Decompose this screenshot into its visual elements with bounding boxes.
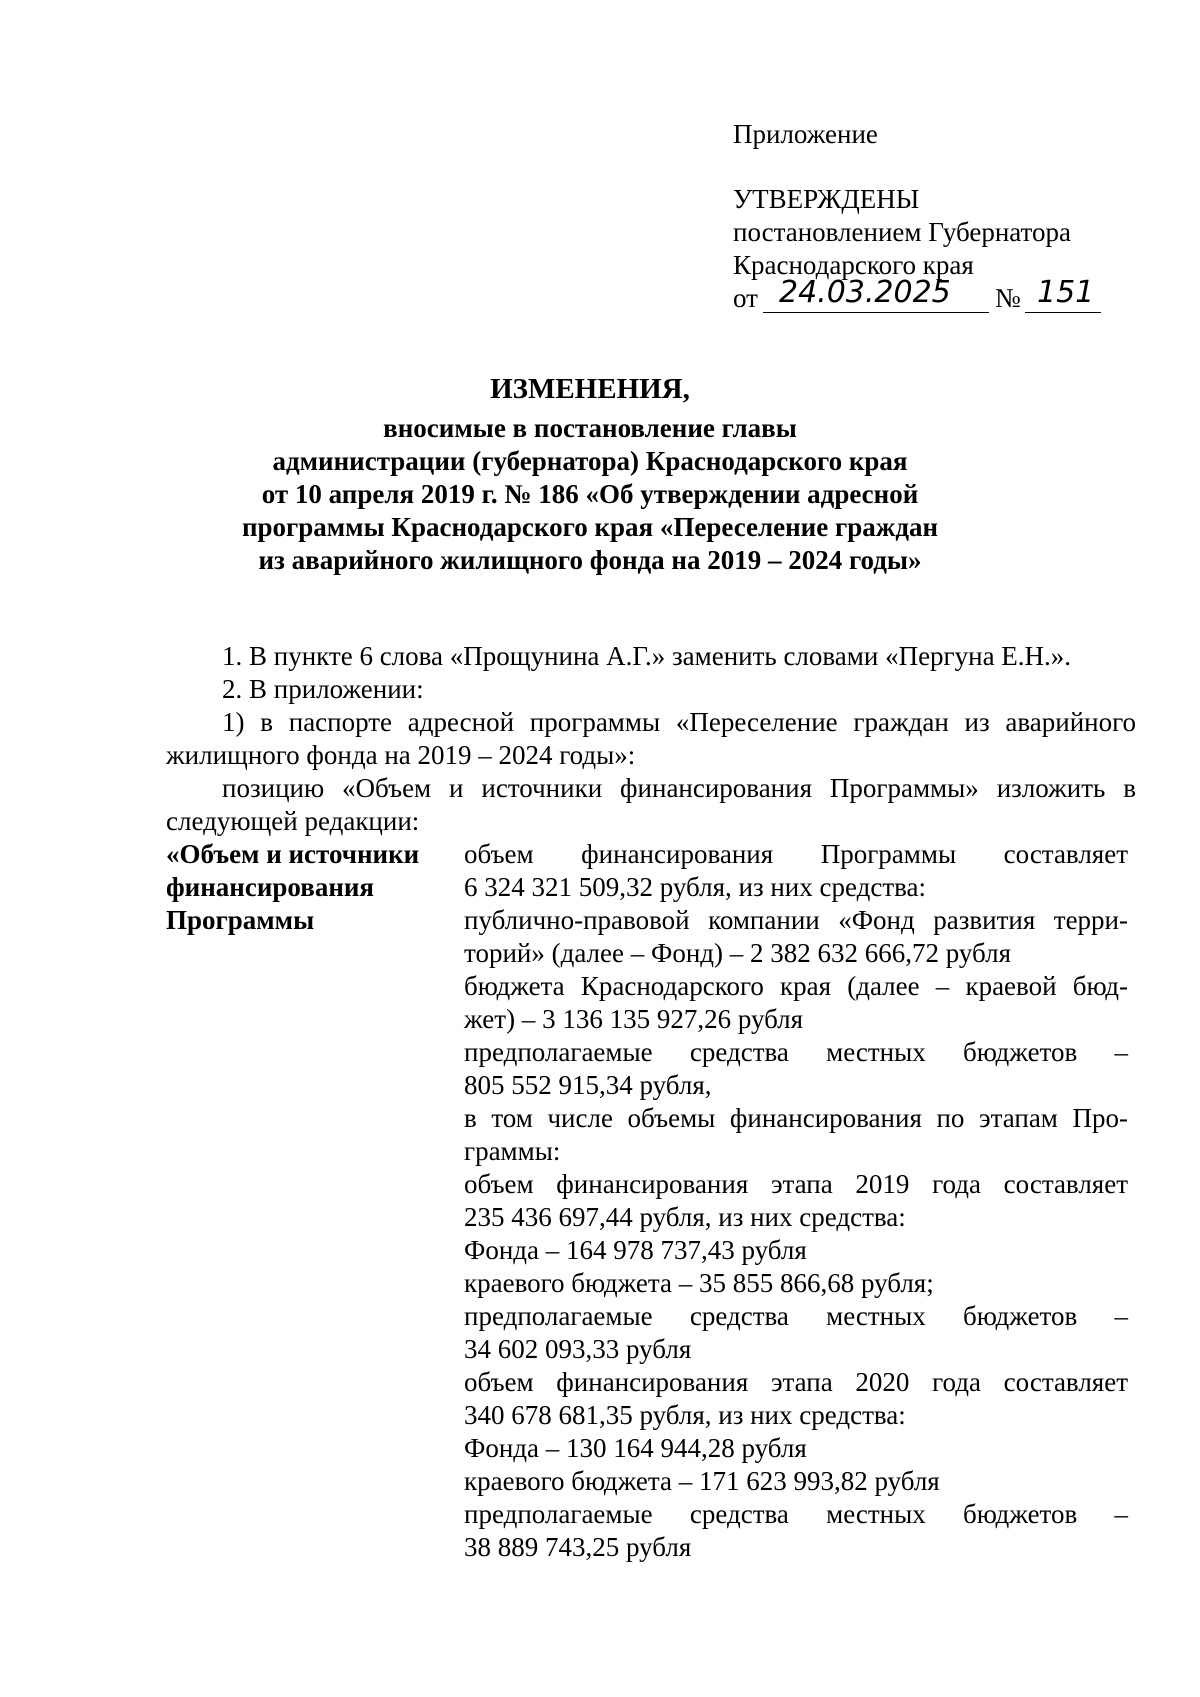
title-line-3: от 10 апреля 2019 г. № 186 «Об утверждении адресной bbox=[261, 479, 919, 509]
financing-line: 34 602 093,33 рубля bbox=[464, 1334, 692, 1364]
financing-line: торий» (далее – Фонд) – 2 382 632 666,72 рубля bbox=[464, 938, 1011, 968]
financing-line: предполагаемые средства местных бюджетов – bbox=[464, 1037, 1128, 1067]
title-line-2: администрации (губернатора) Краснодарского края bbox=[272, 446, 908, 476]
financing-line: краевого бюджета – 171 623 993,82 рубля bbox=[464, 1466, 940, 1496]
paragraph-2: 2. В приложении: bbox=[222, 674, 424, 704]
financing-label-line-1: «Объем и источники bbox=[166, 839, 420, 869]
financing-line: предполагаемые средства местных бюджетов – bbox=[464, 1301, 1128, 1331]
paragraph-4-line-1: позицию «Объем и источники финансирования Программы» изложить в bbox=[222, 773, 1136, 803]
financing-line: 235 436 697,44 рубля, из них средства: bbox=[464, 1202, 906, 1232]
financing-line: в том числе объемы финансирования по этапам Про- bbox=[464, 1103, 1128, 1133]
date-number-line bbox=[733, 275, 1133, 318]
financing-line: публично-правовой компании «Фонд развития терри- bbox=[464, 905, 1128, 935]
financing-label-line-2: финансирования bbox=[166, 872, 375, 902]
financing-line: объем финансирования этапа 2019 года составляет bbox=[464, 1169, 1128, 1199]
financing-line: краевого бюджета – 35 855 866,68 рубля; bbox=[464, 1268, 934, 1298]
date-prefix: от bbox=[733, 283, 758, 313]
number-underline bbox=[1025, 312, 1101, 313]
title-line-1: вносимые в постановление главы bbox=[383, 413, 797, 443]
date-value: 24.03.2025 bbox=[779, 275, 951, 310]
financing-line: 805 552 915,34 рубля, bbox=[464, 1070, 712, 1100]
financing-line: Фонда – 130 164 944,28 рубля bbox=[464, 1433, 807, 1463]
financing-line: объем финансирования Программы составляет bbox=[464, 839, 1128, 869]
approved-label: УТВЕРЖДЕНЫ bbox=[733, 184, 920, 214]
approved-by-line-1: постановлением Губернатора bbox=[733, 217, 1071, 247]
paragraph-3-line-1: 1) в паспорте адресной программы «Переселение граждан из аварийного bbox=[222, 707, 1136, 737]
paragraph-3-line-2: жилищного фонда на 2019 – 2024 годы»: bbox=[166, 740, 636, 770]
financing-line: 6 324 321 509,32 рубля, из них средства: bbox=[464, 872, 927, 902]
title-line-5: из аварийного жилищного фонда на 2019 – 2024 годы» bbox=[258, 545, 922, 575]
number-prefix: № bbox=[995, 283, 1021, 313]
title-line-4: программы Краснодарского края «Переселение граждан bbox=[241, 512, 939, 542]
financing-line: жет) – 3 136 135 927,26 рубля bbox=[464, 1004, 804, 1034]
paragraph-1: 1. В пункте 6 слова «Прощунина А.Г.» заменить словами «Пергуна Е.Н.». bbox=[222, 641, 1072, 671]
financing-line: граммы: bbox=[464, 1136, 561, 1166]
financing-line: 38 889 743,25 рубля bbox=[464, 1532, 692, 1562]
date-underline bbox=[763, 312, 989, 313]
number-value: 151 bbox=[1037, 275, 1095, 310]
paragraph-4-line-2: следующей редакции: bbox=[166, 806, 420, 836]
financing-label-line-3: Программы bbox=[166, 905, 315, 935]
title-main: ИЗМЕНЕНИЯ, bbox=[490, 373, 690, 405]
financing-line: Фонда – 164 978 737,43 рубля bbox=[464, 1235, 807, 1265]
financing-line: объем финансирования этапа 2020 года составляет bbox=[464, 1367, 1128, 1397]
approved-by-line-2: Краснодарского края bbox=[733, 250, 974, 280]
appendix-label: Приложение bbox=[733, 119, 878, 149]
financing-line: бюджета Краснодарского края (далее – краевой бюд- bbox=[464, 971, 1128, 1001]
financing-line: предполагаемые средства местных бюджетов – bbox=[464, 1499, 1128, 1529]
financing-line: 340 678 681,35 рубля, из них средства: bbox=[464, 1400, 906, 1430]
